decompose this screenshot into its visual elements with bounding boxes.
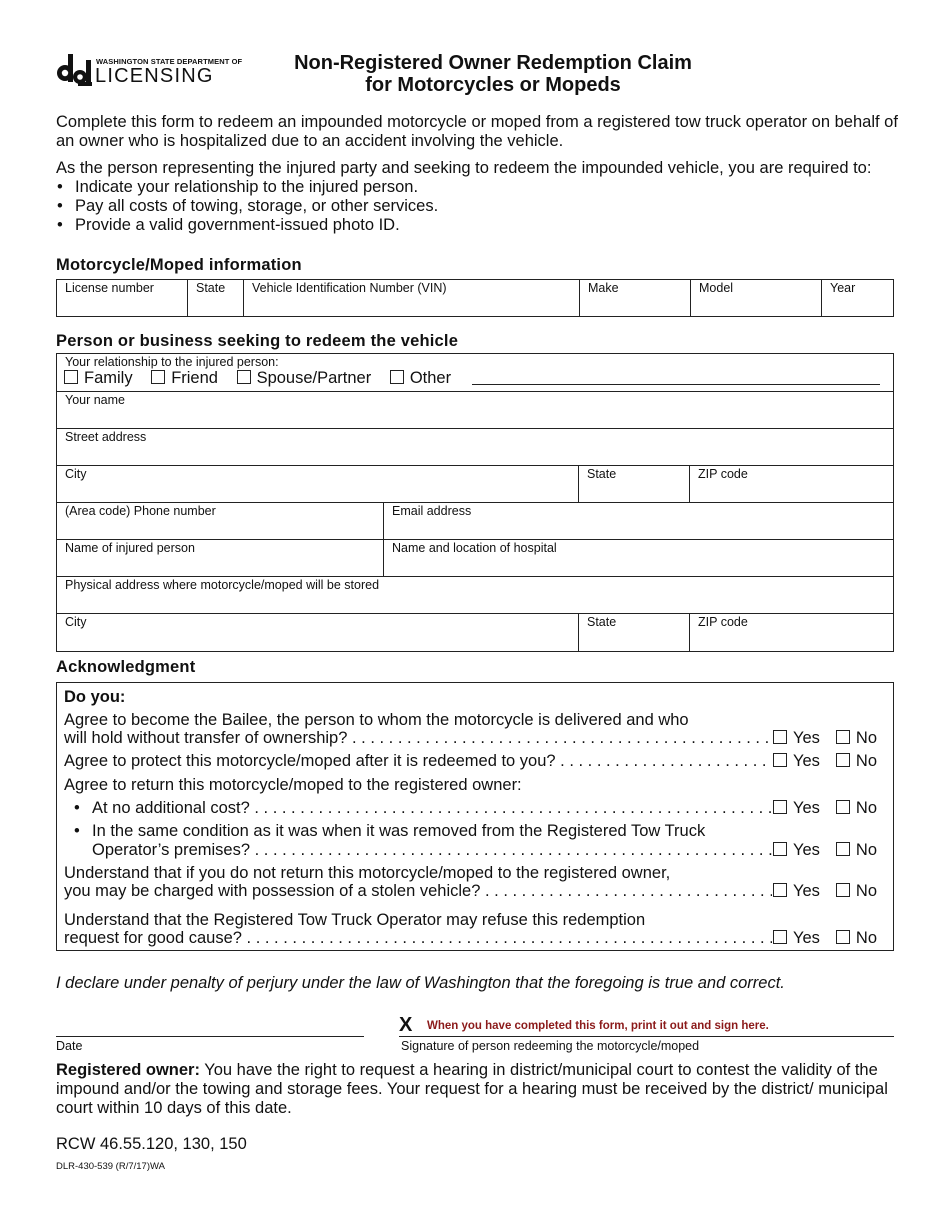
storage-state-label: State (587, 615, 617, 629)
vehicle-state-label: State (196, 281, 226, 295)
bullet: • (74, 799, 80, 817)
q5-answer (773, 929, 877, 948)
q4-answer (773, 882, 877, 901)
email-label: Email address (392, 504, 472, 518)
registered-owner-label: Registered owner: (56, 1061, 200, 1079)
q3a-text-line (92, 799, 772, 818)
injured-person-field[interactable] (57, 539, 383, 576)
q1-no-option[interactable] (836, 729, 877, 748)
make-label: Make (588, 281, 619, 295)
yes-label: Yes (793, 799, 820, 817)
other-relationship-input[interactable] (472, 384, 880, 385)
person-section-title: Person or business seeking to redeem the vehicle (56, 332, 459, 350)
q4-yes-checkbox[interactable] (773, 883, 787, 897)
q2-no-checkbox[interactable] (836, 753, 850, 767)
license-number-label: License number (65, 281, 154, 295)
q2-yes-checkbox[interactable] (773, 753, 787, 767)
state-label: State (587, 467, 617, 481)
year-label: Year (830, 281, 856, 295)
logo-licensing-text: LICENSING (95, 65, 214, 87)
relationship-label: Your relationship to the injured person: (65, 355, 279, 369)
q3b-yes-checkbox[interactable] (773, 842, 787, 856)
city-field[interactable] (57, 465, 578, 502)
date-input[interactable] (56, 1036, 364, 1037)
q3a-text: At no additional cost? (92, 799, 250, 817)
leader-dots (242, 929, 772, 947)
friend-label: Friend (171, 369, 218, 387)
acknowledgment-title: Acknowledgment (56, 658, 196, 676)
storage-city-label: City (65, 615, 87, 629)
registered-owner-notice (56, 1061, 896, 1118)
form-title-line1: Non-Registered Owner Redemption Claim (294, 52, 692, 74)
date-label: Date (56, 1039, 83, 1053)
other-checkbox[interactable] (390, 370, 404, 384)
model-field[interactable] (690, 280, 821, 316)
vehicle-info-table (56, 279, 894, 317)
storage-address-label: Physical address where motorcycle/moped will be stored (65, 578, 380, 592)
q1-text-line1: Agree to become the Bailee, the person to whom the motorcycle is delivered and who (64, 711, 689, 729)
signature-input[interactable] (399, 1036, 894, 1037)
yes-label: Yes (793, 752, 820, 770)
relationship-friend-option[interactable] (151, 369, 218, 388)
model-label: Model (699, 281, 734, 295)
requirement-item: • Provide a valid government-issued photo ID. (56, 216, 916, 235)
relationship-family-option[interactable] (64, 369, 133, 388)
q4-no-checkbox[interactable] (836, 883, 850, 897)
logo-department-text: WASHINGTON STATE DEPARTMENT OF (96, 57, 243, 66)
q1-no-checkbox[interactable] (836, 730, 850, 744)
no-label: No (855, 752, 878, 770)
vin-label: Vehicle Identification Number (VIN) (252, 281, 447, 295)
storage-city-field[interactable] (57, 613, 578, 651)
spouse-checkbox[interactable] (237, 370, 251, 384)
q3b-no-option[interactable] (836, 841, 877, 860)
relationship-other-option[interactable] (390, 369, 451, 388)
q5-no-option[interactable] (836, 929, 877, 948)
relationship-spouse-option[interactable] (237, 369, 372, 388)
form-number: DLR-430-539 (R/7/17)WA (56, 1161, 165, 1172)
injured-person-label: Name of injured person (65, 541, 195, 555)
bullet: • (74, 822, 80, 840)
street-address-field[interactable] (57, 428, 893, 465)
storage-state-field[interactable] (578, 613, 689, 651)
storage-zip-field[interactable] (689, 613, 893, 651)
year-field[interactable] (821, 280, 893, 316)
q5-no-checkbox[interactable] (836, 930, 850, 944)
q1-yes-checkbox[interactable] (773, 730, 787, 744)
spouse-label: Spouse/Partner (256, 369, 372, 387)
perjury-declaration: I declare under penalty of perjury under the law of Washington that the foregoing is true and correct. (56, 974, 785, 992)
yes-label: Yes (793, 882, 820, 900)
other-label: Other (409, 369, 452, 387)
zip-field[interactable] (689, 465, 893, 502)
q3a-no-option[interactable] (836, 799, 877, 818)
phone-label: (Area code) Phone number (65, 504, 216, 518)
q3a-yes-checkbox[interactable] (773, 800, 787, 814)
q2-text: Agree to protect this motorcycle/moped after it is redeemed to you? (64, 752, 556, 770)
email-field[interactable] (383, 502, 893, 539)
leader-dots (250, 841, 772, 859)
friend-checkbox[interactable] (151, 370, 165, 384)
no-label: No (855, 929, 878, 947)
street-address-label: Street address (65, 430, 147, 444)
vehicle-section-title: Motorcycle/Moped information (56, 256, 302, 274)
requirement-item: • Pay all costs of towing, storage, or other services. (56, 197, 916, 216)
form-title (240, 52, 746, 96)
q5-text-line1: Understand that the Registered Tow Truck Operator may refuse this redemption (64, 911, 646, 929)
license-number-field[interactable] (57, 280, 187, 316)
state-field[interactable] (578, 465, 689, 502)
q3b-answer (773, 841, 877, 860)
q5-text: request for good cause? (64, 929, 242, 947)
person-info-table (56, 353, 894, 652)
vehicle-state-field[interactable] (187, 280, 243, 316)
intro-paragraph: Complete this form to redeem an impounded motorcycle or moped from a registered tow truck operator on behalf of an owner who is hospitalized due to an accident involving the vehicle. (56, 113, 898, 150)
rcw-reference: RCW 46.55.120, 130, 150 (56, 1135, 247, 1153)
q3b-text-line2 (92, 841, 772, 860)
storage-zip-label: ZIP code (698, 615, 748, 629)
signature-instruction: When you have completed this form, print it out and sign here. (427, 1020, 769, 1032)
q4-text-line2 (64, 882, 772, 901)
city-label: City (65, 467, 87, 481)
q1-answer (773, 729, 877, 748)
q1-text: will hold without transfer of ownership? (64, 729, 348, 747)
q4-text: you may be charged with possession of a stolen vehicle? (64, 882, 481, 900)
yes-label: Yes (793, 841, 820, 859)
storage-address-field[interactable] (57, 576, 893, 613)
dol-logo (56, 52, 243, 88)
yes-label: Yes (793, 929, 820, 947)
leader-dots (347, 729, 772, 747)
leader-dots (556, 752, 772, 770)
q4-text-line1: Understand that if you do not return this motorcycle/moped to the registered owner, (64, 864, 671, 882)
vin-field[interactable] (243, 280, 579, 316)
do-you-heading: Do you: (64, 688, 126, 706)
q3b-text-line1: In the same condition as it was when it was removed from the Registered Tow Truck (92, 822, 706, 840)
family-label: Family (84, 369, 133, 387)
q3a-answer (773, 799, 877, 818)
q1-text-line2 (64, 729, 772, 748)
no-label: No (855, 799, 878, 817)
q2-text-line (64, 752, 772, 771)
q2-no-option[interactable] (836, 752, 877, 771)
relationship-options (64, 369, 465, 388)
signature-x-mark: X (399, 1014, 413, 1036)
signature-label: Signature of person redeeming the motorcycle/moped (401, 1039, 700, 1053)
q4-no-option[interactable] (836, 882, 877, 901)
hospital-field[interactable] (383, 539, 893, 576)
requirement-item: • Indicate your relationship to the injured person. (56, 178, 916, 197)
phone-field[interactable] (57, 502, 383, 539)
your-name-label: Your name (65, 393, 125, 407)
q2-answer (773, 752, 877, 771)
dol-logo-mark-icon (56, 54, 92, 86)
form-title-line2: for Motorcycles or Mopeds (365, 74, 621, 96)
hospital-label: Name and location of hospital (392, 541, 557, 555)
registered-owner-text: You have the right to request a hearing in district/municipal court to contest the validity of the impound and/or the towing and storage fees. Your request for a hearing must be received by the district/ municipal court within 10 days of this date. (56, 1061, 888, 1117)
q3b-no-checkbox[interactable] (836, 842, 850, 856)
no-label: No (855, 882, 878, 900)
yes-label: Yes (793, 729, 820, 747)
zip-label: ZIP code (698, 467, 748, 481)
requirements-lead: As the person representing the injured party and seeking to redeem the impounded vehicle, you are required to: (56, 159, 872, 177)
no-label: No (855, 841, 878, 859)
q5-text-line2 (64, 929, 772, 948)
no-label: No (855, 729, 878, 747)
q3-lead: Agree to return this motorcycle/moped to the registered owner: (64, 776, 522, 794)
q3b-text: Operator’s premises? (92, 841, 251, 859)
q5-yes-checkbox[interactable] (773, 930, 787, 944)
leader-dots (250, 799, 772, 817)
q3a-no-checkbox[interactable] (836, 800, 850, 814)
leader-dots (480, 882, 772, 900)
requirements-list (56, 178, 916, 235)
make-field[interactable] (579, 280, 690, 316)
your-name-field[interactable] (57, 391, 893, 428)
family-checkbox[interactable] (64, 370, 78, 384)
